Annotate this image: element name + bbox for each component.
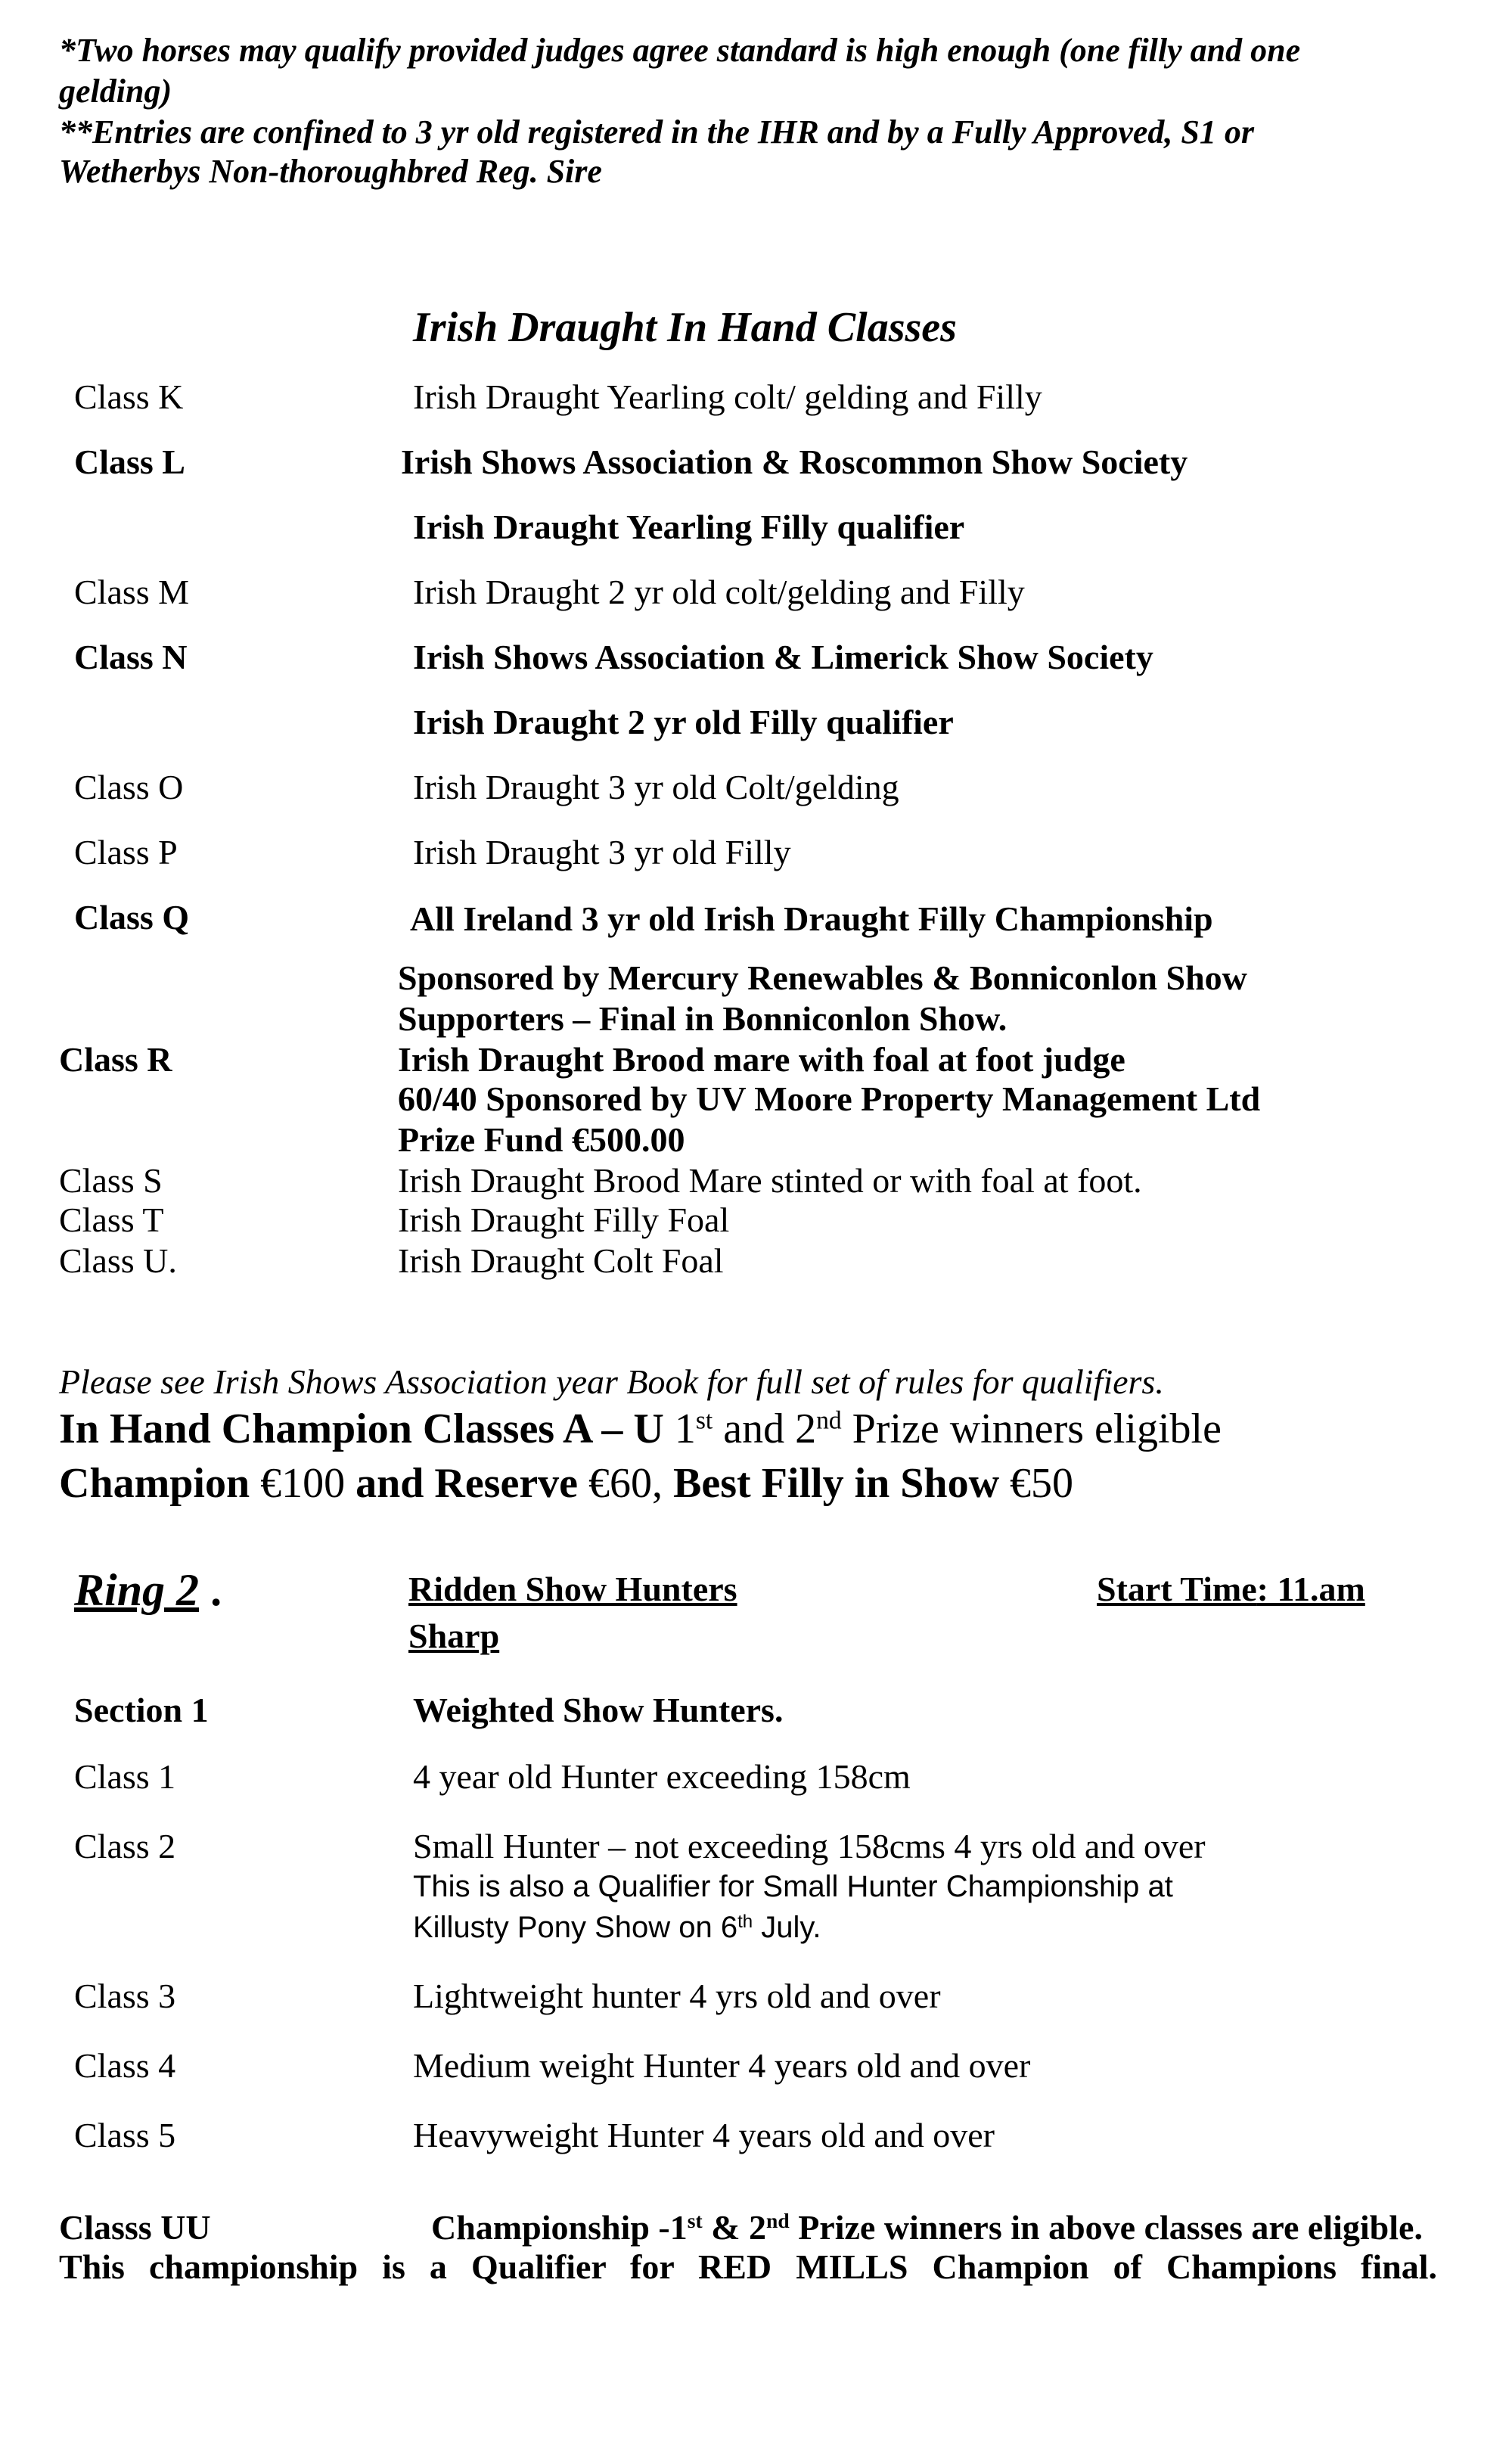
class-desc-k: Irish Draught Yearling colt/ gelding and Filly [413,377,1042,416]
class-2-qualifier-note: This is also a Qualifier for Small Hunter Championship at [413,1870,1173,1903]
class-label-k: Class K [74,377,184,416]
class-label-q: Class Q [74,898,190,936]
class-r-sponsor-line: Sponsored by Mercury Renewables & Bonniconlon Show [398,958,1247,997]
class-desc-uu [431,2207,1423,2248]
red-mills-qualifier-line: This championship is a Qualifier for RED MILLS Champion of Champions final. [59,2247,1437,2286]
class-desc-q: All Ireland 3 yr old Irish Draught Filly Championship [410,899,1213,938]
class-label-l: Class L [74,443,185,481]
class-desc-3: Lightweight hunter 4 yrs old and over [413,1977,941,2015]
class-desc-r: Irish Draught Brood mare with foal at foot judge [398,1040,1125,1079]
in-hand-champion-title: In Hand Champion Classes A – U [59,1405,664,1452]
start-time-label: Start Time [1097,1570,1257,1608]
championship-eligible-text: Prize winners in above classes are eligible. [789,2208,1423,2247]
class-label-uu: Classs UU [59,2208,211,2247]
section-1-label: Section 1 [74,1691,209,1729]
class-label-3: Class 3 [74,1977,176,2015]
ring-2-subtitle-sharp: Sharp [408,1617,500,1655]
second-superscript: nd [816,1406,842,1435]
champion-label: Champion [59,1460,250,1507]
class-desc-u: Irish Draught Colt Foal [398,1241,724,1280]
class-desc-n: Irish Shows Association & Limerick Show Society [413,638,1153,676]
class-r-prize-fund: Prize Fund €500.00 [398,1120,685,1159]
class-label-r: Class R [59,1040,172,1079]
killusty-text: Killusty Pony Show on 6 [413,1911,738,1944]
class-desc-p: Irish Draught 3 yr old Filly [413,833,791,871]
class-label-1: Class 1 [74,1757,176,1796]
class-label-2: Class 2 [74,1827,176,1865]
section-heading-irish-draught: Irish Draught In Hand Classes [413,304,957,351]
class-label-4: Class 4 [74,2046,176,2085]
class-r-sponsor-uv-moore: 60/40 Sponsored by UV Moore Property Management Ltd [398,1079,1261,1118]
july-text: July. [753,1911,821,1944]
championship-second-text: & 2 [702,2208,766,2247]
class-desc-n-qualifier: Irish Draught 2 yr old Filly qualifier [413,703,954,741]
class-desc-4: Medium weight Hunter 4 years old and over [413,2046,1031,2085]
class-label-p: Class P [74,833,178,871]
th-superscript: th [737,1911,753,1932]
class-label-n: Class N [74,638,188,676]
first-prize-text: 1 [663,1405,696,1452]
note-two-horses: *Two horses may qualify provided judges agree standard is high enough (one filly and one [59,32,1301,69]
class-label-o: Class O [74,768,184,806]
note-entries: **Entries are confined to 3 yr old registered in the IHR and by a Fully Approved, S1 or [59,113,1254,151]
class-desc-5: Heavyweight Hunter 4 years old and over [413,2116,995,2154]
class-label-m: Class M [74,573,190,611]
best-filly-label: Best Filly in Show [673,1460,1000,1507]
ring-2-start-time [1097,1569,1384,1610]
ring-2-title [74,1563,222,1617]
first-superscript: st [695,1406,713,1435]
in-hand-champion-line [59,1404,1222,1454]
class-2-qualifier-note-date [413,1908,821,1947]
class-r-supporters-line: Supporters – Final in Bonniconlon Show. [398,999,1007,1038]
eligible-text: Prize winners eligible [841,1405,1222,1452]
class-desc-1: 4 year old Hunter exceeding 158cm [413,1757,911,1796]
class-label-s: Class S [59,1161,163,1200]
class-desc-t: Irish Draught Filly Foal [398,1200,730,1239]
ring-2-subtitle: Ridden Show Hunters [408,1570,737,1608]
class-desc-o: Irish Draught 3 yr old Colt/gelding [413,768,899,806]
start-time-value: : 11.am [1256,1570,1365,1608]
reserve-prize: €60, [578,1460,674,1507]
champion-prize: €100 [250,1460,356,1507]
uu-st-superscript: st [687,2208,703,2232]
class-desc-m: Irish Draught 2 yr old colt/gelding and Filly [413,573,1025,611]
second-prize-text: and 2 [713,1405,817,1452]
class-label-u: Class U. [59,1241,177,1280]
champion-prizes-line [59,1458,1073,1508]
class-label-5: Class 5 [74,2116,176,2154]
note-two-horses-cont: gelding) [59,73,172,110]
class-label-t: Class T [59,1200,164,1239]
qualifier-rules-note: Please see Irish Shows Association year Book for full set of rules for qualifiers. [59,1362,1164,1401]
ring-2-title-dot: . [199,1565,222,1615]
class-desc-s: Irish Draught Brood Mare stinted or with foal at foot. [398,1161,1142,1200]
ring-2-title-text: Ring 2 [74,1565,200,1615]
championship-first-text: Championship -1 [431,2208,688,2247]
uu-nd-superscript: nd [766,2208,790,2232]
best-filly-prize: €50 [999,1460,1074,1507]
section-1-desc: Weighted Show Hunters. [413,1691,784,1729]
reserve-label: and Reserve [355,1460,579,1507]
note-entries-cont: Wetherbys Non-thoroughbred Reg. Sire [59,153,602,190]
class-desc-2: Small Hunter – not exceeding 158cms 4 yrs old and over [413,1827,1206,1865]
class-desc-l-qualifier: Irish Draught Yearling Filly qualifier [413,508,965,546]
class-desc-l: Irish Shows Association & Roscommon Show Society [401,443,1188,481]
